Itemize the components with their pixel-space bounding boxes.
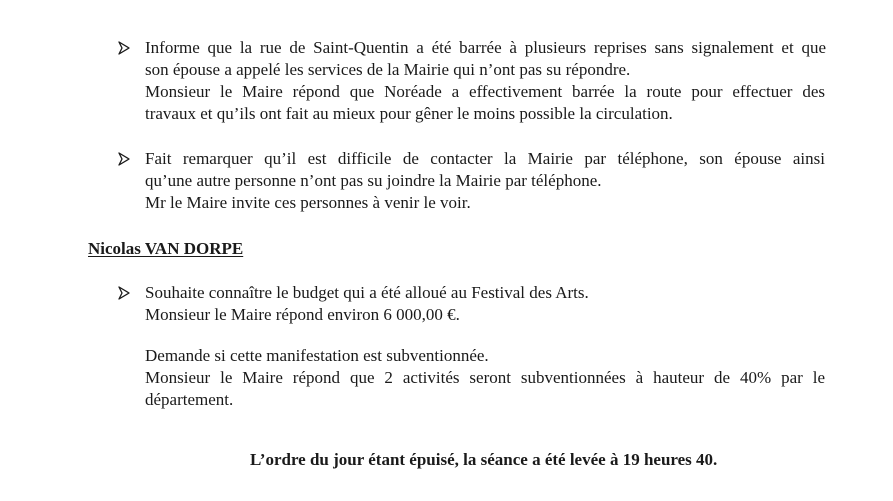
closing-statement: L’ordre du jour étant épuisé, la séance a été levée à 19 heures 40. (250, 450, 718, 469)
bullet-1-line-1: Informe que la rue de Saint-Quentin a été barrée à plusieurs reprises sans signalement et que (145, 38, 826, 57)
bullet-1-line-3: Monsieur le Maire répond que Noréade a effectivement barrée la route pour effectuer des (145, 82, 825, 101)
followup-line-3: département. (145, 390, 234, 409)
speaker-bullet-line-2: Monsieur le Maire répond environ 6 000,00 €. (145, 305, 460, 324)
bullet-2-line-1: Fait remarquer qu’il est difficile de contacter la Mairie par téléphone, son épouse ainsi (145, 149, 825, 168)
followup-line-2: Monsieur le Maire répond que 2 activités seront subventionnées à hauteur de 40% par le (145, 368, 825, 387)
bullet-1-line-4: travaux et qu’ils ont fait au mieux pour gêner le moins possible la circulation. (145, 104, 673, 123)
arrowhead-bullet-icon (118, 149, 130, 169)
bullet-2-line-3: Mr le Maire invite ces personnes à venir le voir. (145, 193, 471, 212)
followup-line-1: Demande si cette manifestation est subventionnée. (145, 346, 489, 365)
arrowhead-bullet-icon (118, 283, 130, 303)
speaker-bullet-line-1: Souhaite connaître le budget qui a été alloué au Festival des Arts. (145, 283, 589, 302)
speaker-heading: Nicolas VAN DORPE (88, 239, 244, 258)
bullet-2-line-2: qu’une autre personne n’ont pas su joindre la Mairie par téléphone. (145, 171, 602, 190)
arrowhead-bullet-icon (118, 38, 130, 58)
bullet-1-line-2: son épouse a appelé les services de la Mairie qui n’ont pas su répondre. (145, 60, 631, 79)
